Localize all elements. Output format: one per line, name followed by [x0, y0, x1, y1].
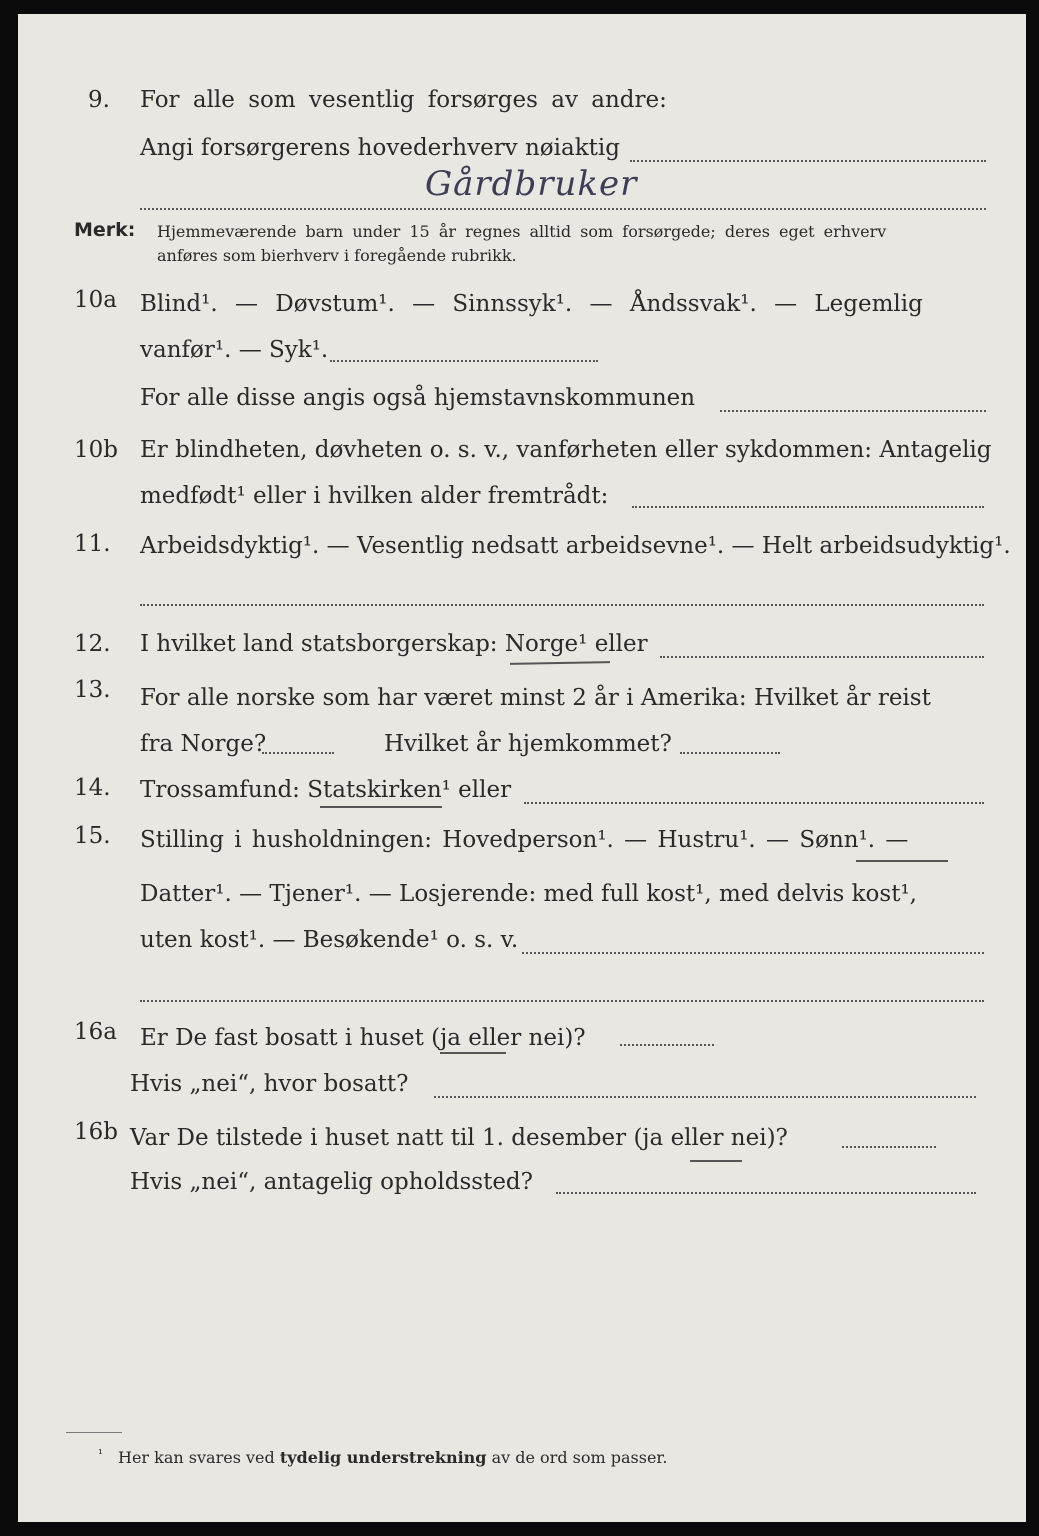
q11-fill-line[interactable] [140, 604, 984, 606]
q12-number: 12. [74, 631, 111, 657]
q10a-fill-line-2[interactable] [720, 410, 986, 412]
q10a-text-line3: For alle disse angis også hjemstavnskommunen [140, 385, 696, 411]
q16b-fill-line-1[interactable] [842, 1146, 936, 1148]
footnote-rule [66, 1432, 122, 1433]
merk-label: Merk: [74, 219, 136, 241]
q12-text-line1: I hvilket land statsborgerskap: Norge¹ eller [140, 631, 648, 657]
q15-text-line2: Datter¹. — Tjener¹. — Losjerende: med full kost¹, med delvis kost¹, [140, 881, 917, 907]
q16a-fill-line-1[interactable] [620, 1044, 714, 1046]
q16a-number: 16a [74, 1019, 117, 1045]
q16b-number: 16b [74, 1119, 118, 1145]
q10b-text-line1: Er blindheten, døvheten o. s. v., vanførheten eller sykdommen: Antagelig [140, 437, 992, 463]
q16b-text-line2: Hvis „nei“, antagelig opholdssted? [130, 1169, 533, 1195]
q13-fill-line-2[interactable] [680, 752, 780, 754]
q15-text-line3: uten kost¹. — Besøkende¹ o. s. v. [140, 927, 519, 953]
q16a-text-line2: Hvis „nei“, hvor bosatt? [130, 1071, 409, 1097]
q9-text-line1: For alle som vesentlig forsørges av andre: [140, 87, 667, 113]
q15-number: 15. [74, 823, 111, 849]
q16a-underline-mark [440, 1052, 506, 1054]
q15-fill-line-2[interactable] [140, 1000, 984, 1002]
merk-text-line1: Hjemmeværende barn under 15 år regnes alltid som forsørgede; deres eget erhverv [157, 222, 887, 241]
q10a-number: 10a [74, 287, 117, 313]
footnote-mark: ¹ [98, 1447, 103, 1461]
q9-fill-line-2[interactable] [140, 208, 986, 210]
q16b-underline-mark [690, 1160, 742, 1162]
footnote-text-a: Her kan svares ved [118, 1448, 275, 1467]
q12-fill-line[interactable] [660, 656, 984, 658]
q10b-fill-line[interactable] [632, 506, 984, 508]
q10a-fill-line-1[interactable] [330, 360, 598, 362]
merk-text-line2: anføres som bierhverv i foregående rubrikk. [157, 246, 517, 265]
footnote-text-b: tydelig understrekning [279, 1448, 487, 1467]
q15-text-line1: Stilling i husholdningen: Hovedperson¹. — Hustru¹. — Sønn¹. — [140, 827, 909, 853]
q9-number: 9. [88, 87, 110, 113]
q10a-text-line1: Blind¹. — Døvstum¹. — Sinnssyk¹. — Åndssvak¹. — Legemlig [140, 291, 923, 317]
q9-fill-line-1[interactable] [630, 160, 986, 162]
q10a-text-line2: vanfør¹. — Syk¹. [140, 337, 329, 363]
q13-text-line2a: fra Norge? [140, 731, 267, 757]
q14-number: 14. [74, 775, 111, 801]
q16a-fill-line-2[interactable] [434, 1096, 976, 1098]
q9-handwritten-answer: Gårdbruker [425, 164, 638, 204]
q13-text-line1: For alle norske som har været minst 2 år i Amerika: Hvilket år reist [140, 685, 931, 711]
footnote-text [118, 1448, 667, 1468]
q10b-number: 10b [74, 437, 118, 463]
q13-fill-line-1[interactable] [262, 752, 334, 754]
q13-number: 13. [74, 677, 111, 703]
q11-text-line1: Arbeidsdyktig¹. — Vesentlig nedsatt arbeidsevne¹. — Helt arbeidsudyktig¹. [140, 533, 1011, 559]
q14-text-line1: Trossamfund: Statskirken¹ eller [140, 777, 512, 803]
q16a-text-line1: Er De fast bosatt i huset (ja eller nei)? [140, 1025, 586, 1051]
footnote-text-c: av de ord som passer. [491, 1448, 668, 1467]
q16b-fill-line-2[interactable] [556, 1192, 976, 1194]
q10b-text-line2: medfødt¹ eller i hvilken alder fremtrådt: [140, 483, 609, 509]
q15-fill-line-1[interactable] [522, 952, 984, 954]
q11-number: 11. [74, 531, 111, 557]
q15-underline-mark [856, 860, 948, 862]
q9-text-line2: Angi forsørgerens hovederhverv nøiaktig [140, 135, 620, 161]
q14-underline-mark [320, 806, 442, 808]
q14-fill-line[interactable] [524, 802, 984, 804]
q13-text-line2b: Hvilket år hjemkommet? [384, 731, 672, 757]
q16b-text-line1: Var De tilstede i huset natt til 1. desember (ja eller nei)? [130, 1125, 788, 1151]
